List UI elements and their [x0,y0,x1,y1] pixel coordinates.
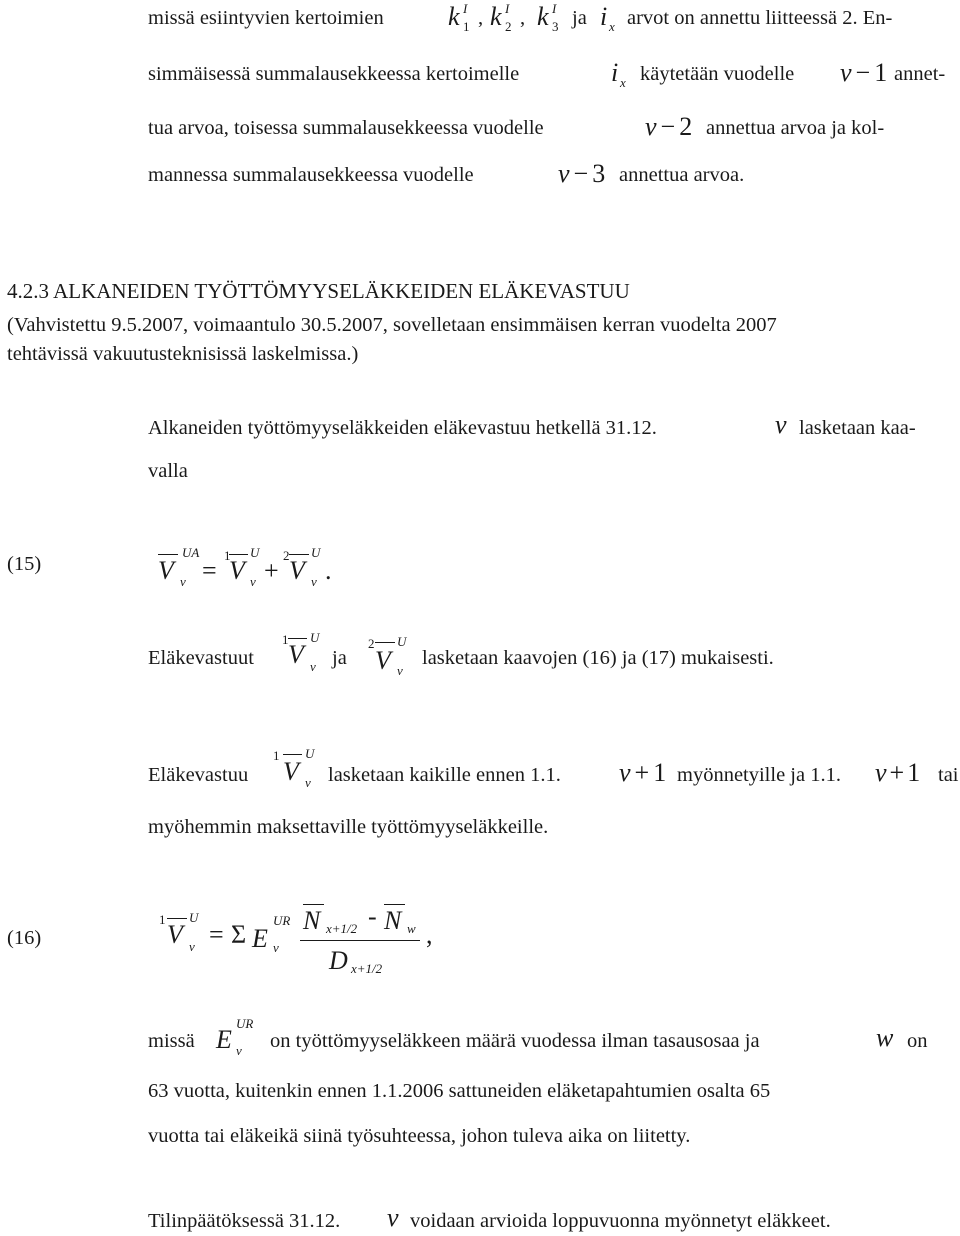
para1-line2-end: annet- [894,63,946,85]
sub-w: w [407,921,416,936]
comma: , [478,7,484,29]
number: 1 [907,758,921,787]
sub-x: x [609,19,615,34]
symbol-v: v [840,58,852,87]
para4-line1: Eläkevastuu [148,764,249,786]
symbol-k: k [448,2,460,31]
pre-sup-1: 1 [282,632,289,647]
pre-sup-1: 1 [273,748,280,763]
symbol-V: V [283,757,299,786]
para1-line1-end: arvot on annettu liitteessä 2. En- [627,7,893,29]
sup-I: I [505,1,510,16]
sub-3: 3 [552,19,559,34]
para4-line1-b: lasketaan kaikille ennen 1.1. [328,764,561,786]
para2-line2: valla [148,460,188,482]
para1-line1 [148,8,384,29]
symbol-k: k [537,2,549,31]
para1-line3-end: annettua arvoa ja kol- [706,117,885,139]
symbol-k: k [490,2,502,31]
math-k3 [537,4,549,30]
para1-line4-end: annettua arvoa. [619,164,745,186]
number: 2 [679,112,693,141]
sub-v: v [397,663,403,678]
minus-sign: - [368,902,377,931]
math-k2 [490,4,502,30]
symbol-v: v [875,758,887,787]
symbol-V: V [229,556,245,585]
sub-2: 2 [505,19,512,34]
overbar [167,918,187,919]
sigma-sign: Σ [231,920,247,949]
plus-sign: + [264,556,279,585]
sup-U: U [310,630,320,645]
sup-U: U [311,545,321,560]
overbar [229,554,248,555]
para6-a: Tilinpäätöksessä 31.12. [148,1210,341,1232]
minus-sign: − [573,159,589,188]
para4-line1-c: myönnetyille ja 1.1. [677,764,841,786]
minus-sign: − [660,112,676,141]
symbol-v: v [775,410,787,439]
para5-line1-c: on [907,1030,928,1052]
sup-U: U [250,545,260,560]
eq15-label: (15) [7,553,42,575]
para5-line3: vuotta tai eläkeikä siinä työsuhteessa, johon tuleva aika on liitetty. [148,1125,691,1147]
symbol-V: V [375,646,391,675]
section-note-line1: (Vahvistettu 9.5.2007, voimaantulo 30.5.2007, sovelletaan ensimmäisen kerran vuodelta 2007 [7,314,777,336]
overbar [303,904,324,905]
math-ix: i [611,58,619,87]
pre-sup-2: 2 [283,548,290,563]
math-v-minus-1 [840,60,887,86]
sub-x-half: x+1/2 [351,961,383,976]
sup-I: I [552,1,557,16]
para5-line2: 63 vuotta, kuitenkin ennen 1.1.2006 sattuneiden eläketapahtumien osalta 65 [148,1080,771,1102]
symbol-N: N [384,906,402,935]
para1-line3: tua arvoa, toisessa summalausekkeessa vuodelle [148,117,544,139]
symbol-E: E [216,1025,232,1054]
para5-line1-a: missä [148,1030,195,1052]
overbar [384,904,405,905]
para4-line1-d: tai [938,764,959,786]
sub-v: v [250,574,256,589]
minus-sign: − [855,58,871,87]
ja-word: ja [572,7,587,29]
number: 1 [874,58,888,87]
sup-UR: UR [236,1016,254,1031]
section-note-line2: tehtävissä vakuutusteknisissä laskelmissa.) [7,343,359,365]
period: . [325,556,332,585]
overbar [283,754,302,755]
comma: , [426,920,433,949]
symbol-D: D [329,946,348,975]
sub-v: v [310,659,316,674]
sup-U: U [189,910,199,925]
sup-U: U [305,746,315,761]
symbol-V: V [167,920,183,949]
symbol-V: V [158,556,174,585]
fraction-bar [300,940,420,941]
para1-line2: simmäisessä summalausekkeessa kertoimelle [148,63,520,85]
sup-UA: UA [182,545,200,560]
sup-I: I [463,1,468,16]
symbol-v: v [619,758,631,787]
math-ix: i [600,2,608,31]
symbol-E: E [252,924,268,953]
sub-v: v [180,574,186,589]
sup-U: U [397,634,407,649]
comma: , [520,7,526,29]
para3-text-b: lasketaan kaavojen (16) ja (17) mukaisesti. [422,647,774,669]
overbar [375,642,395,643]
pre-sup-2: 2 [368,636,375,651]
eq16-label: (16) [7,927,42,949]
sub-v: v [236,1043,242,1058]
symbol-v: v [558,159,570,188]
symbol-v: v [387,1203,399,1232]
equals-sign: = [209,920,224,949]
symbol-v: v [645,112,657,141]
math-v-plus-1 [875,760,920,786]
plus-sign: + [889,758,905,787]
para1-line4: mannessa summalausekkeessa vuodelle [148,164,474,186]
pre-sup-1: 1 [159,912,166,927]
pre-sup-1: 1 [224,548,231,563]
math-k1 [448,4,460,30]
para1-line2-mid: käytetään vuodelle [640,63,795,85]
text: missä esiintyvien kertoimien [148,7,384,29]
sub-v: v [273,940,279,955]
sub-v: v [305,775,311,790]
section-heading: 4.2.3 ALKANEIDEN TYÖTTÖMYYSELÄKKEIDEN ELÄKEVASTUU [7,279,630,303]
math-v-minus-2 [645,114,692,140]
overbar [158,554,178,555]
sub-x-half: x+1/2 [326,921,358,936]
para5-line1-b: on työttömyyseläkkeen määrä vuodessa ilman tasausosaa ja [270,1030,760,1052]
symbol-w: w [876,1023,894,1052]
math-v-minus-3 [558,161,605,187]
para3-ja: ja [332,647,347,669]
equals-sign: = [202,556,217,585]
para2-line1: Alkaneiden työttömyyseläkkeiden eläkevastuu hetkellä 31.12. [148,417,657,439]
symbol-N: N [303,906,321,935]
sup-UR: UR [273,913,291,928]
symbol-V: V [288,640,304,669]
plus-sign: + [634,758,650,787]
symbol-V: V [289,556,305,585]
para6-b: voidaan arvioida loppuvuonna myönnetyt eläkkeet. [410,1210,831,1232]
number: 1 [653,758,667,787]
para4-line2: myöhemmin maksettaville työttömyyseläkkeille. [148,816,549,838]
sub-x: x [620,75,626,90]
sub-1: 1 [463,19,470,34]
para2-line1-end: lasketaan kaa- [799,417,916,439]
sub-v: v [189,939,195,954]
number: 3 [592,159,606,188]
overbar [289,554,309,555]
para3-text-a: Eläkevastuut [148,647,254,669]
overbar [288,638,307,639]
sub-v: v [311,574,317,589]
math-v-plus-1 [619,760,666,786]
